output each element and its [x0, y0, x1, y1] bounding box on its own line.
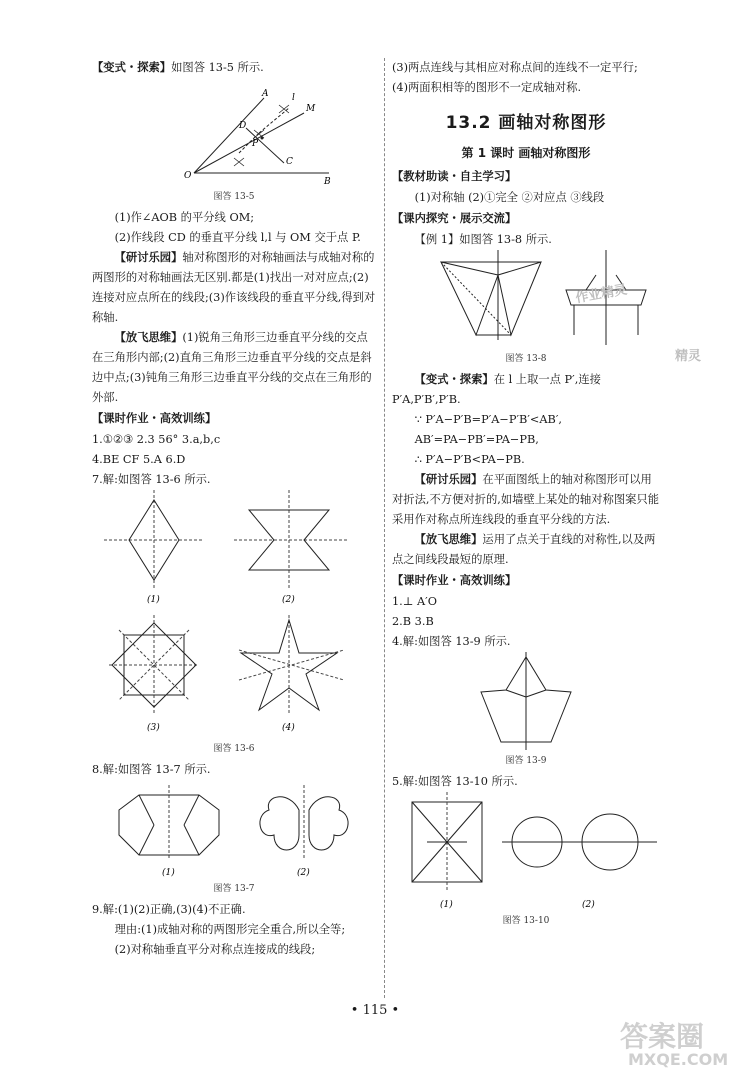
discussion-right-text: 在平面图纸上的轴对称图形可以用对折法,不方便对折的,如墙壁上某处的轴对称图案只能采用作对称点所连线段的垂直平分线的方法. [392, 473, 660, 526]
svg-text:D: D [239, 121, 247, 131]
answer-5: 5.解:如图答 13-10 所示. [392, 775, 518, 788]
homework-heading-left: 【课时作业・高效训练】 [92, 412, 217, 425]
question-8: 8.解:如图答 13-7 所示. [92, 763, 211, 776]
svg-text:(2): (2) [282, 595, 295, 605]
discussion-left [92, 248, 376, 328]
variant-explore-text: 如图答 13-5 所示. [171, 61, 264, 74]
answer-1: 1.⊥ A′O [392, 595, 437, 608]
free-thinking-left [92, 328, 376, 408]
free-thinking-tag: 【放飞思维】 [114, 331, 183, 344]
left-column [92, 58, 376, 960]
svg-text:(2): (2) [297, 868, 310, 878]
lesson-title: 第 1 课时 画轴对称图形 [461, 146, 591, 160]
variant-explore-right-tag: 【变式・探索】 [414, 373, 494, 386]
watermark-logo: 答案圈 [620, 1020, 705, 1053]
answer-4: 4.解:如图答 13-9 所示. [392, 635, 511, 648]
caption-13-8: 图答 13-8 [505, 354, 547, 364]
variant-explore-tag: 【变式・探索】 [92, 61, 172, 74]
question-7: 7.解:如图答 13-6 所示. [92, 473, 211, 486]
svg-text:M: M [306, 104, 316, 114]
stamp-watermark-top: 作业精灵 [574, 282, 629, 307]
free-thinking-right-text: 运用了点关于直线的对称性,以及两点之间线段最短的原理. [392, 533, 656, 566]
figure-13-9 [446, 652, 606, 752]
question-9-reason: 理由:(1)成轴对称的两图形完全重合,所以全等; [114, 923, 346, 936]
answers-4-6: 4.BE CF 5.A 6.D [92, 453, 186, 466]
svg-text:(4): (4) [282, 723, 295, 733]
free-thinking-right [392, 530, 660, 570]
discussion-right-tag: 【研讨乐园】 [414, 473, 483, 486]
question-9-point-2: (2)对称轴垂直平分对称点连接成的线段; [114, 943, 316, 956]
svg-text:O: O [184, 171, 192, 181]
caption-13-6: 图答 13-6 [213, 744, 255, 754]
column-divider [384, 58, 385, 998]
svg-text:A: A [262, 89, 269, 99]
answers-2-3: 2.B 3.B [392, 615, 434, 628]
example-1: 【例 1】如图答 13-8 所示. [414, 233, 552, 246]
homework-heading-right: 【课时作业・高效训练】 [392, 574, 517, 587]
discussion-right [392, 470, 660, 530]
question-9: 9.解:(1)(2)正确,(3)(4)不正确. [92, 903, 246, 916]
proof-line-2: AB′=PA−PB′=PA−PB, [414, 433, 539, 446]
section-title: 13.2 画轴对称图形 [445, 113, 607, 133]
free-thinking-text: (1)锐角三角形三边垂直平分线的交点在三角形内部;(2)直角三角形三边垂直平分线的交点是斜边中点;(3)钝角三角形三边垂直平分线的交点在三角形的外部. [92, 331, 372, 404]
discussion-tag: 【研讨乐园】 [114, 251, 183, 264]
figure-13-6 [99, 490, 369, 740]
figure-13-7 [104, 780, 364, 880]
variant-explore-right-text: 在 l 上取一点 P′,连接 P′A,P′B′,P′B. [392, 373, 601, 406]
page-number: • 115 • [350, 1003, 400, 1018]
answers-1-3: 1.①②③ 2.3 56° 3.a,b,c [92, 433, 221, 446]
point-3: (3)两点连线与其相应对称点间的连线不一定平行; [392, 61, 638, 74]
textbook-guide-answers: (1)对称轴 (2)①完全 ②对应点 ③线段 [414, 191, 605, 204]
variant-explore-left [92, 58, 376, 78]
point-4: (4)两面积相等的图形不一定成轴对称. [392, 81, 582, 94]
svg-text:(1): (1) [147, 595, 160, 605]
discussion-text: 轴对称图形的对称轴画法与成轴对称的两图形的对称轴画法无区别.都是(1)找出一对对应点;(2)连接对应点所在的线段;(3)作该线段的垂直平分线,得到对称轴. [92, 251, 376, 324]
caption-13-5: 图答 13-5 [213, 192, 255, 202]
proof-line-3: ∴ P′A−P′B<PA−PB. [414, 453, 525, 466]
svg-text:P: P [252, 139, 259, 149]
caption-13-9: 图答 13-9 [505, 756, 547, 766]
proof-line-1: ∵ P′A−P′B=P′A−P′B′<AB′, [414, 413, 562, 426]
figure-13-8 [396, 250, 656, 350]
svg-text:(1): (1) [162, 868, 175, 878]
watermark-url: MXQE.COM [628, 1050, 729, 1069]
in-class-heading: 【课内探究・展示交流】 [392, 212, 517, 225]
caption-13-10: 图答 13-10 [502, 916, 550, 926]
svg-text:B: B [324, 177, 331, 187]
svg-text:C: C [286, 157, 293, 167]
stamp-watermark-bottom: 精灵 [675, 349, 702, 364]
svg-text:(2): (2) [582, 900, 595, 910]
textbook-guide-heading: 【教材助读・自主学习】 [392, 170, 517, 183]
variant-explore-right [392, 370, 660, 410]
svg-text:(3): (3) [147, 723, 160, 733]
free-thinking-right-tag: 【放飞思维】 [414, 533, 483, 546]
step-2: (2)作线段 CD 的垂直平分线 l,l 与 OM 交于点 P. [114, 231, 361, 244]
svg-text:l: l [292, 93, 295, 103]
figure-13-5 [134, 78, 334, 188]
right-column [392, 58, 660, 932]
step-1: (1)作∠AOB 的平分线 OM; [114, 211, 255, 224]
caption-13-7: 图答 13-7 [213, 884, 255, 894]
svg-text:(1): (1) [440, 900, 453, 910]
figure-13-10 [392, 792, 660, 912]
